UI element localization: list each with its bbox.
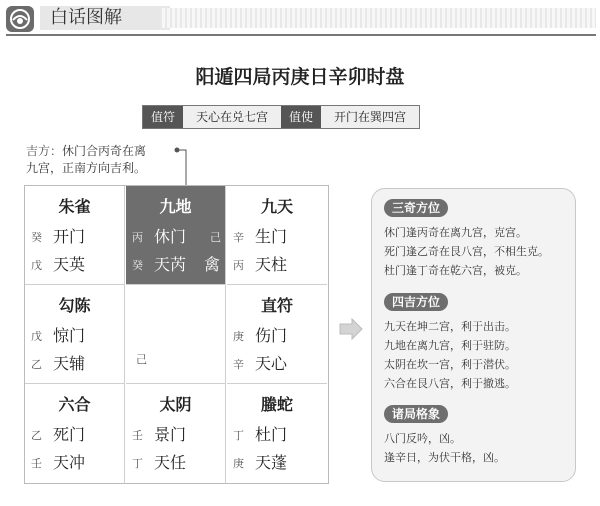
section-line: 杜门逢丁奇在乾六宫，被克。 [384,264,527,277]
palace-cell [227,186,327,285]
deity-label: 朱雀 [58,197,91,216]
stem-label: 丁 [233,429,244,442]
section-line: 六合在艮八宫，利于撤逃。 [384,377,516,390]
deity-label: 太阴 [159,395,192,414]
info-label-zhishi: 值使 [281,106,321,128]
right-arrow-icon [338,318,364,340]
star-label: 天英 [53,255,86,274]
door-label: 惊门 [53,326,86,345]
note-key: 吉方： [26,144,63,158]
info-label-zhifu: 值符 [143,106,183,128]
section-tag: 三奇方位 [384,199,448,217]
stem-label: 辛 [233,231,244,244]
deity-label: 直符 [260,296,293,315]
star-label: 天芮 [154,255,187,274]
door-label: 开门 [53,227,86,246]
section-line: 休门逢丙奇在离九宫，克宫。 [384,226,527,239]
star-label: 天冲 [53,453,86,472]
stem-label: 壬 [31,457,42,470]
door-label: 景门 [154,425,187,444]
section-line: 九地在离九宫，利于驻防。 [384,339,516,352]
note-line1: 休门合丙奇在离 [62,144,147,158]
star-label: 天蓬 [255,453,288,472]
center-palace-cell [126,285,226,384]
info-value-zhifu: 天心在兑七宫 [183,106,281,128]
door-label: 休门 [154,227,187,246]
section-patterns [384,403,505,467]
door-label: 生门 [255,227,288,246]
stem-label: 戊 [31,259,42,272]
star-label-secondary: 禽 [204,255,221,274]
info-value-zhishi: 开门在巽四宫 [321,106,419,128]
stem-label: 庚 [233,330,244,343]
deity-label: 九天 [260,197,293,216]
section-tag: 四吉方位 [384,293,448,311]
door-label: 杜门 [255,425,288,444]
stem-label: 辛 [233,358,244,371]
star-label: 天辅 [53,354,86,373]
stem-label: 丙 [233,259,244,272]
stem-label: 庚 [233,457,244,470]
center-stem-label: 己 [136,353,147,366]
section-line: 逢辛日，为伏干格，凶。 [384,451,505,464]
section-tag: 诸局格象 [384,405,448,423]
deity-label: 六合 [58,395,91,414]
section-line: 九天在坤二宫，利于出击。 [384,320,516,333]
stem-label: 癸 [31,231,42,244]
stem-label: 壬 [132,429,143,442]
stem-label: 乙 [31,358,42,371]
palace-cell [227,285,327,384]
deity-label: 勾陈 [58,296,91,315]
palace-cell [25,285,125,384]
stem-label: 戊 [31,330,42,343]
deity-label: 九地 [159,197,192,216]
stem-label: 丙 [132,231,143,244]
chart-title: 阳遁四局丙庚日辛卯时盘 [195,66,405,88]
palace-cell [25,186,125,285]
star-label: 天任 [154,453,187,472]
note-line2: 九宫，正南方向吉利。 [26,161,147,175]
section-line: 死门逢乙奇在艮八宫，不相生克。 [384,245,549,258]
door-label: 死门 [53,425,86,444]
section-line: 太阴在坎一宫，利于潜伏。 [384,358,516,371]
stem-label: 丁 [132,457,143,470]
stem-label: 癸 [132,259,143,272]
explanation-panel [371,188,576,482]
door-label: 伤门 [255,326,288,345]
palace-cell [227,384,327,483]
deity-label: 螣蛇 [260,395,293,414]
qimen-grid [24,185,329,484]
section-line: 八门反吟，凶。 [384,432,461,445]
stem-label: 乙 [31,429,42,442]
stem-label-secondary: 己 [210,231,221,244]
header-title: 白话图解 [40,6,170,30]
star-label: 天柱 [255,255,288,274]
star-label: 天心 [255,354,288,373]
palace-cell-highlight [126,186,226,285]
palace-cell [25,384,125,483]
section-four-auspicious [384,291,516,393]
palace-cell [126,384,226,483]
section-three-wonders [384,197,549,280]
